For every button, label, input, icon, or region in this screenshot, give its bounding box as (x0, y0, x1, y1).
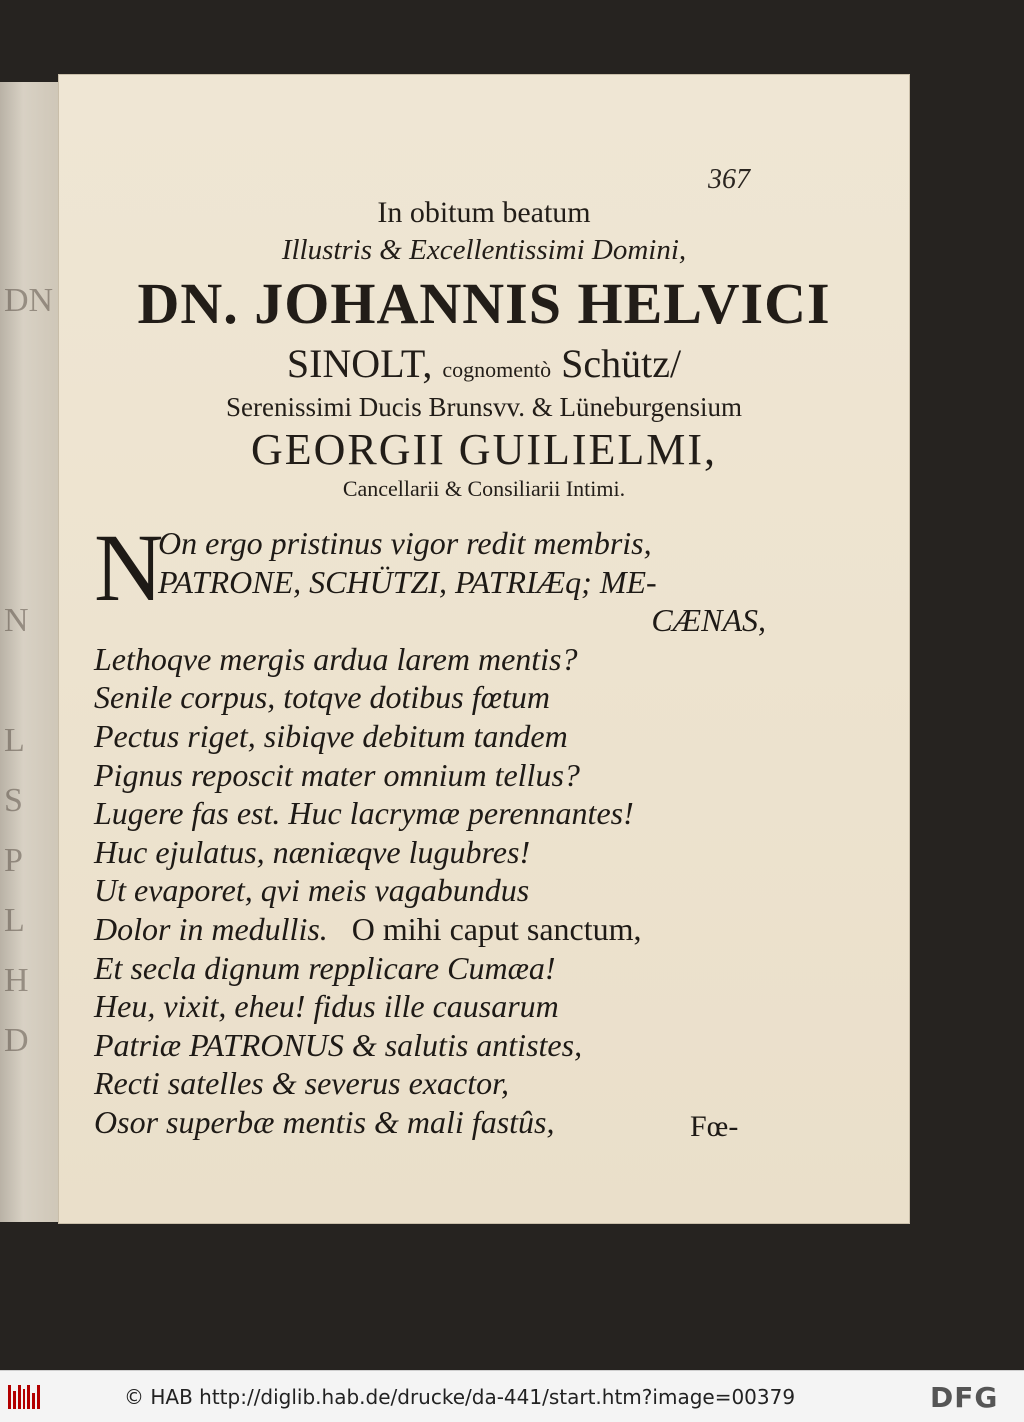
ghost-text: L (4, 722, 25, 759)
dfg-logo: DFG (930, 1381, 999, 1414)
heading-line-5: Serenissimi Ducis Brunsvv. & Lüneburgensium (226, 392, 742, 422)
poem-line (94, 910, 814, 949)
surname: SINOLT, (286, 341, 433, 386)
ghost-text: S (4, 782, 23, 819)
poem-line-part: Dolor in medullis. (94, 910, 328, 947)
poem-line: Lethoqve mergis ardua larem mentis? (94, 640, 578, 677)
poem-line: Heu, vixit, eheu! fidus ille causarum (94, 988, 559, 1025)
ghost-text: H (4, 962, 29, 999)
ghost-text: P (4, 842, 23, 879)
catchword: Fœ- (690, 1110, 739, 1143)
poem-line: Huc ejulatus, næniæqve lugubres! (94, 833, 531, 870)
poem-line: PATRONE, SCHÜTZI, PATRIÆq; ME- (158, 563, 657, 600)
poem-line: Patriæ PATRONUS & salutis antistes, (94, 1026, 583, 1063)
poem-text (94, 524, 814, 1142)
ghost-text: L (4, 902, 25, 939)
cognomento: cognomentò (442, 357, 552, 382)
poem-line: Pectus riget, sibiqve debitum tandem (94, 717, 568, 754)
poem-line: Pignus reposcit mater omnium tellus? (94, 756, 580, 793)
heading-line-6: GEORGII GUILIELMI, (250, 425, 718, 474)
poem-line: Osor superbæ mentis & mali fastûs, (94, 1103, 555, 1140)
poem-line-part: O mihi caput sanctum, (351, 910, 642, 947)
alias-name: Schütz/ (561, 341, 682, 386)
footer-bar (0, 1370, 1024, 1422)
poem-line: Senile corpus, totqve dotibus fœtum (94, 679, 550, 716)
ghost-text: D (4, 1022, 29, 1059)
previous-page-edge (0, 82, 60, 1222)
drop-capital: N (94, 514, 164, 621)
barcode-icon (8, 1385, 40, 1409)
poem-line: Recti satelles & severus exactor, (94, 1065, 509, 1102)
heading-line-4 (58, 340, 910, 387)
poem-line: Lugere fas est. Huc lacrymæ perennantes! (94, 795, 634, 832)
heading-line-7: Cancellarii & Consiliarii Intimi. (342, 476, 626, 501)
book-page (58, 74, 910, 1224)
heading-line-2: Illustris & Excellentissimi Domini, (281, 234, 687, 266)
poem-line: On ergo pristinus vigor redit membris, (158, 525, 652, 561)
heading-line-1: In obitum beatum (377, 196, 591, 229)
poem-line: Ut evaporet, qvi meis vagabundus (94, 872, 530, 909)
page-number: 367 (708, 164, 750, 195)
heading-name: DN. JOHANNIS HELVICI (137, 271, 831, 336)
poem-line: Et secla dignum repplicare Cumæa! (94, 949, 556, 986)
ghost-text: N (4, 602, 29, 639)
source-link[interactable]: © HAB http://diglib.hab.de/drucke/da-441/start.htm?image=00379 (124, 1385, 796, 1409)
poem-line: CÆNAS, (651, 602, 766, 639)
ghost-text: DN (4, 282, 54, 319)
